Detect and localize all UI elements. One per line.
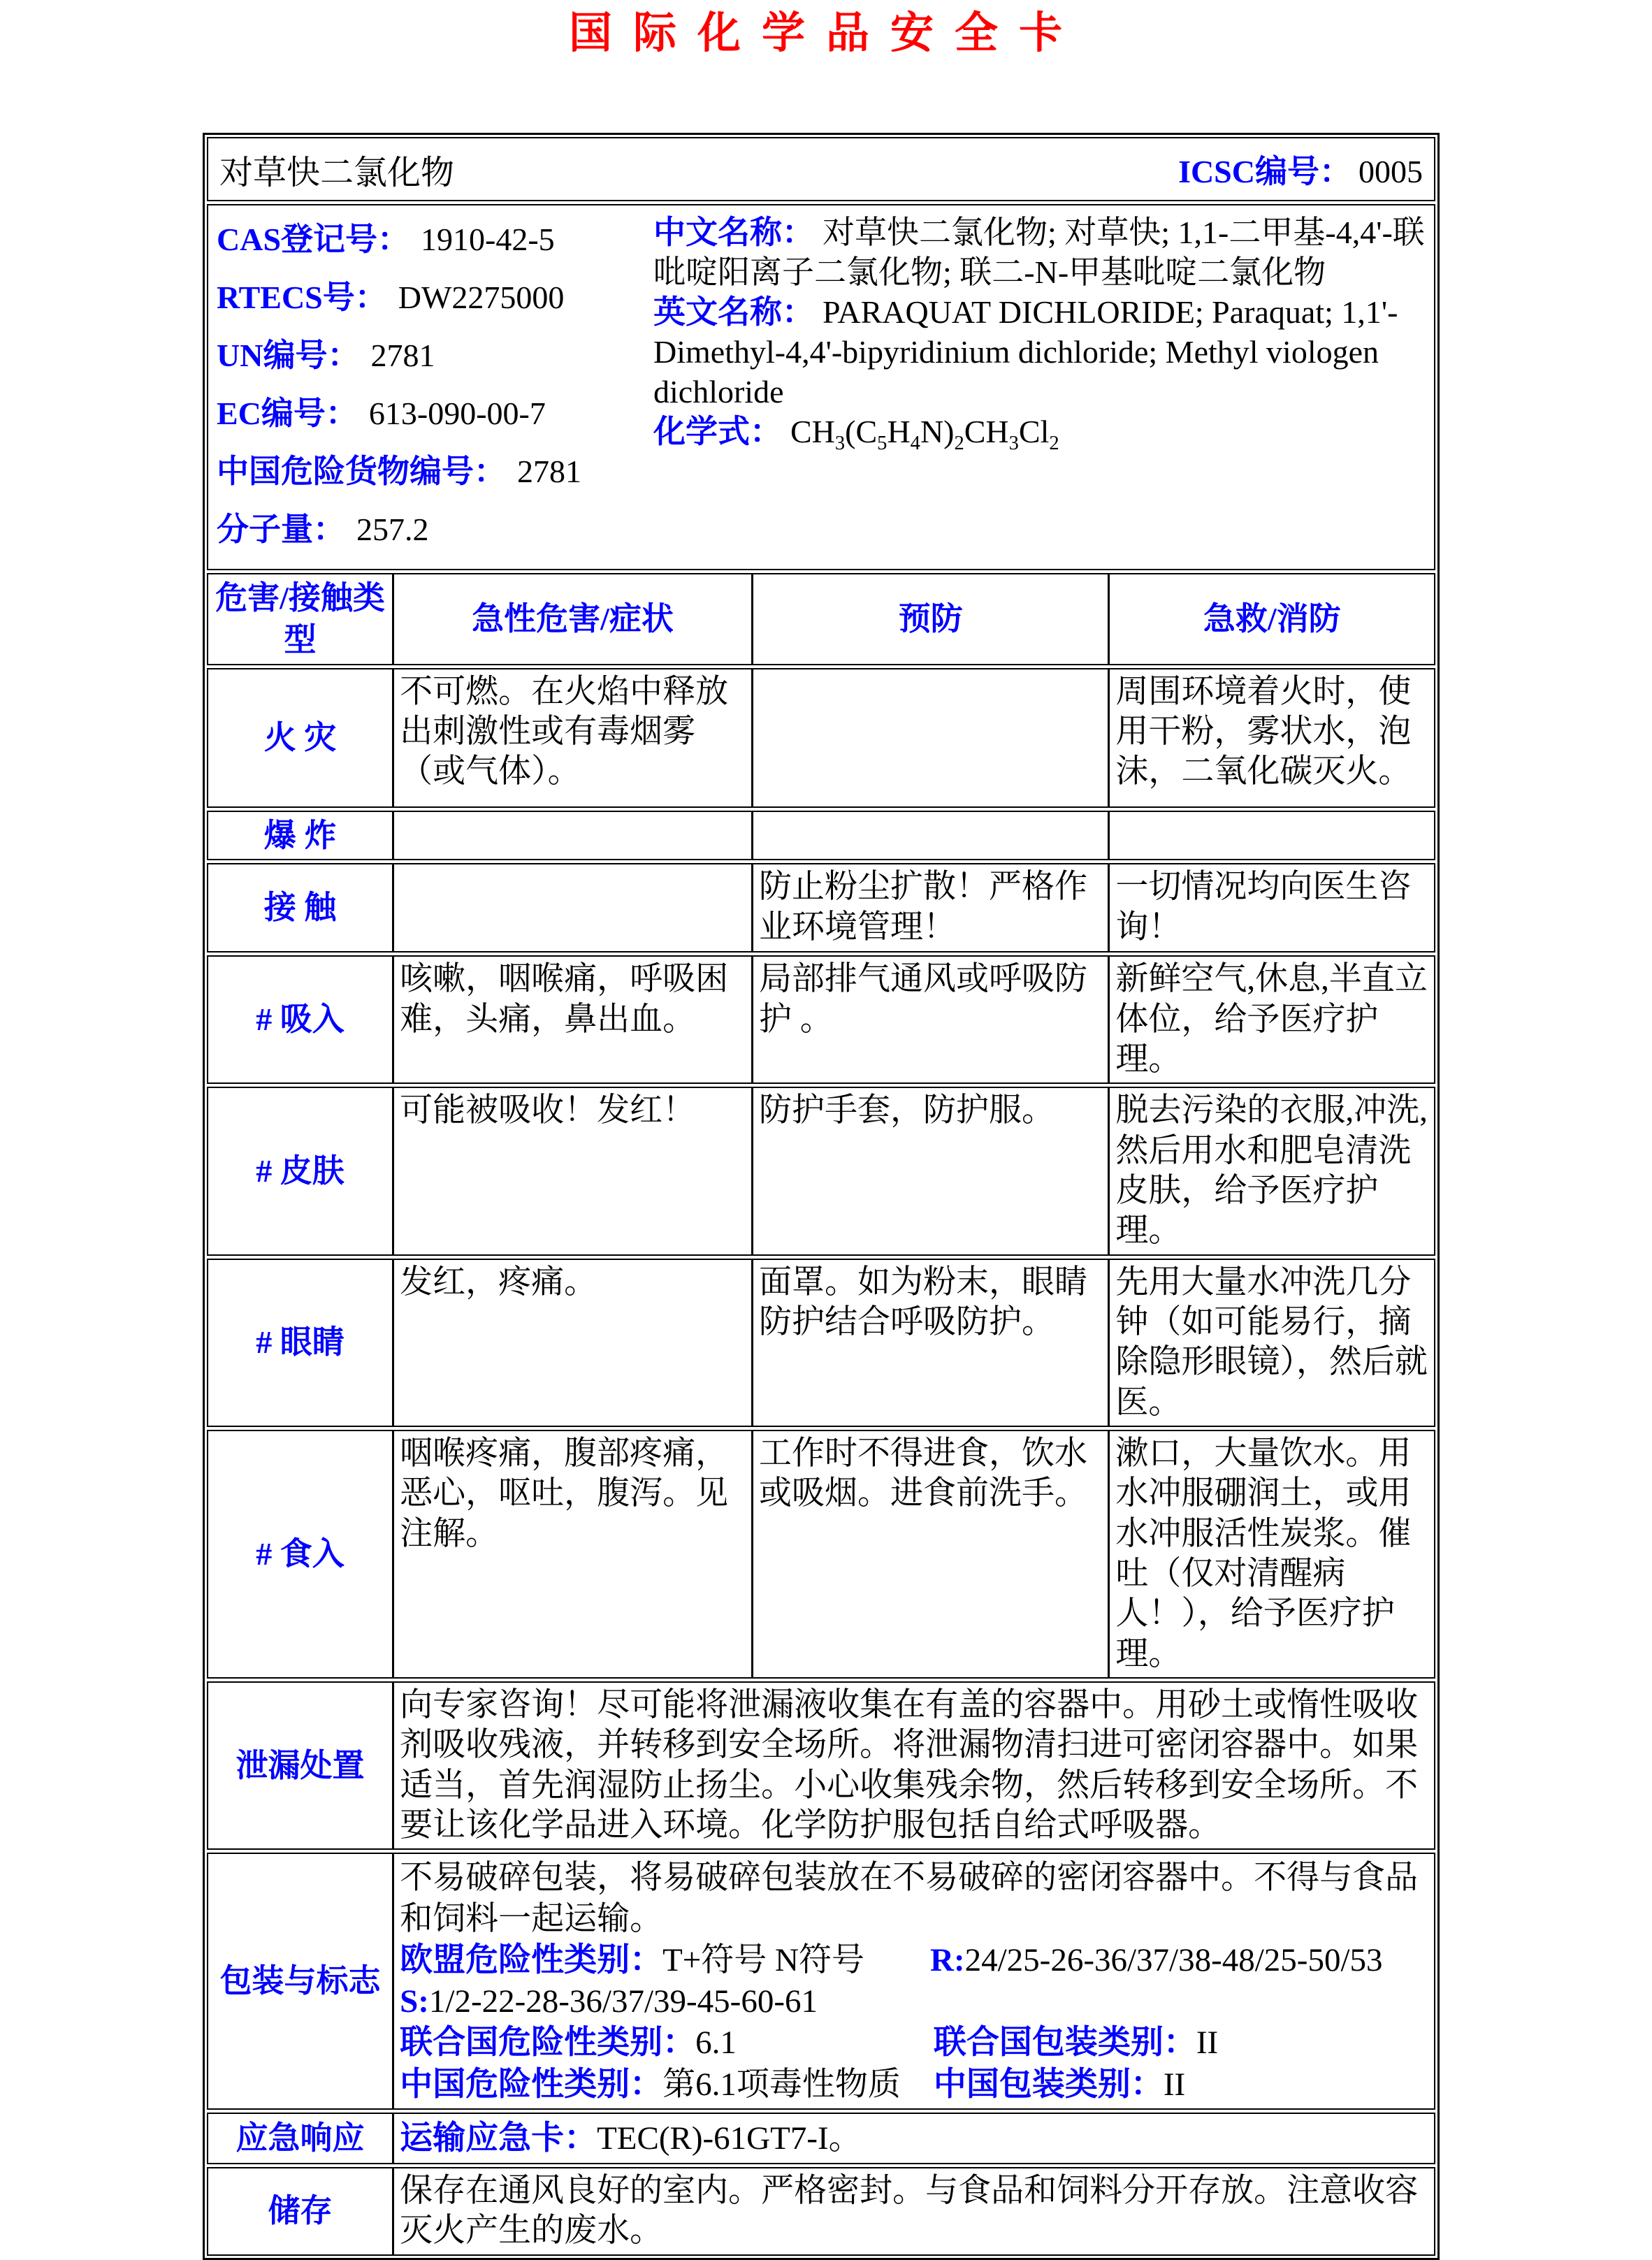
row-eyes-firstaid: 先用大量水冲洗几分钟（如可能易行，摘除隐形眼镜），然后就医。 xyxy=(1108,1260,1434,1426)
row-eyes-prevention: 面罩。如为粉末，眼睛防护结合呼吸防护。 xyxy=(751,1260,1108,1426)
row-eyes xyxy=(207,1259,1435,1427)
row-skin-firstaid: 脱去污染的衣服,冲洗,然后用水和肥皂清洗皮肤，给予医疗护理。 xyxy=(1108,1088,1434,1254)
row-spillage-label: 泄漏处置 xyxy=(236,1747,365,1783)
row-exposure-symptoms xyxy=(392,864,751,951)
row-spillage xyxy=(207,1681,1435,1850)
row-exposure-firstaid: 一切情况均向医生咨询！ xyxy=(1108,864,1434,951)
row-packaging-label: 包装与标志 xyxy=(219,1963,381,1999)
packaging-line-transport: 不易破碎包装，将易破碎包装放在不易破碎的密闭容器中。不得与食品和饲料一起运输。 xyxy=(400,1860,1419,1937)
chemical-name: 对草快二氯化物 xyxy=(219,154,455,191)
row-inhalation-prevention: 局部排气通风或呼吸防护 。 xyxy=(751,957,1108,1082)
icsc-number-label: ICSC编号： xyxy=(1178,154,1352,189)
col-header-symptoms: 急性危害/症状 xyxy=(392,574,751,664)
card-title-bar xyxy=(207,137,1435,201)
row-skin-label: # 皮肤 xyxy=(256,1153,345,1189)
col-header-hazard-type: 危害/接触类型 xyxy=(215,580,385,658)
row-inhalation-symptoms: 咳嗽，咽喉痛，呼吸困难，头痛，鼻出血。 xyxy=(392,957,751,1082)
row-storage-label: 储存 xyxy=(268,2193,333,2229)
identifier-cas: CAS登记号： 1910-42-5 xyxy=(217,222,555,257)
english-names: 英文名称： PARAQUAT DICHLORIDE; Paraquat; 1,1'-Dimethyl-4,4'-bipyridinium dichloride; Methyl viologen dichloride xyxy=(653,294,1398,410)
icsc-number-value: 0005 xyxy=(1358,154,1423,189)
names-block xyxy=(653,212,1428,562)
row-eyes-label: # 眼睛 xyxy=(256,1324,345,1361)
row-fire-label: 火 灾 xyxy=(263,719,337,755)
row-emergency-label: 应急响应 xyxy=(236,2120,365,2156)
row-inhalation xyxy=(207,955,1435,1084)
icsc-number-group xyxy=(1178,146,1423,192)
icsc-card xyxy=(203,133,1440,2260)
row-explosion-firstaid xyxy=(1108,812,1434,860)
col-header-prevention: 预防 xyxy=(751,574,1108,664)
row-exposure xyxy=(207,863,1435,952)
row-packaging-content xyxy=(392,1854,1434,2108)
row-fire xyxy=(207,668,1435,808)
row-ingestion xyxy=(207,1430,1435,1679)
row-exposure-prevention: 防止粉尘扩散！严格作业环境管理！ xyxy=(751,864,1108,951)
row-packaging xyxy=(207,1853,1435,2110)
chinese-names: 中文名称： 对草快二氯化物; 对草快; 1,1-二甲基-4,4'-联吡啶阳离子二氯化物; 联二-N-甲基吡啶二氯化物 xyxy=(653,215,1425,291)
identifier-china-dg: 中国危险货物编号： 2781 xyxy=(217,454,581,489)
row-emergency-content xyxy=(392,2114,1434,2163)
row-explosion-label: 爆 炸 xyxy=(263,817,337,853)
row-skin xyxy=(207,1087,1435,1255)
row-storage xyxy=(207,2167,1435,2256)
row-explosion-symptoms xyxy=(392,812,751,860)
row-ingestion-label: # 食入 xyxy=(256,1536,345,1572)
row-fire-firstaid: 周围环境着火时，使用干粉，雾状水，泡沫，二氧化碳灭火。 xyxy=(1108,669,1434,806)
page-title: 国际化学品安全卡 xyxy=(568,10,1083,57)
row-skin-symptoms: 可能被吸收！发红！ xyxy=(392,1088,751,1254)
row-fire-prevention xyxy=(751,669,1108,806)
row-inhalation-firstaid: 新鲜空气,休息,半直立体位，给予医疗护理。 xyxy=(1108,957,1434,1082)
packaging-line-china-class: 中国危险性类别：第6.1项毒性物质 中国包装类别：II xyxy=(400,2066,1186,2103)
identifier-list xyxy=(217,212,653,562)
identifier-un: UN编号： 2781 xyxy=(217,338,435,373)
emergency-transport-card: 运输应急卡：TEC(R)-61GT7-I。 xyxy=(400,2120,862,2157)
packaging-line-un-class: 联合国危险性类别：6.1 联合国包装类别：II xyxy=(400,2024,1219,2062)
row-skin-prevention: 防护手套，防护服。 xyxy=(751,1088,1108,1254)
row-ingestion-prevention: 工作时不得进食，饮水或吸烟。进食前洗手。 xyxy=(751,1431,1108,1677)
row-explosion xyxy=(207,811,1435,861)
row-inhalation-label: # 吸入 xyxy=(256,1001,345,1038)
row-ingestion-symptoms: 咽喉疼痛，腹部疼痛，恶心，呕吐，腹泻。见注解。 xyxy=(392,1431,751,1677)
identifier-rtecs: RTECS号： DW2275000 xyxy=(217,280,565,315)
row-eyes-symptoms: 发红，疼痛。 xyxy=(392,1260,751,1426)
col-header-firstaid: 急救/消防 xyxy=(1108,574,1434,664)
chemical-formula: 化学式： $CH_3(C_5H_4N)_2CH_3Cl_2$ xyxy=(653,414,1059,455)
row-fire-symptoms: 不可燃。在火焰中释放出刺激性或有毒烟雾（或气体）。 xyxy=(392,669,751,806)
identifier-ec: EC编号： 613-090-00-7 xyxy=(217,396,546,431)
row-storage-content: 保存在通风良好的室内。严格密封。与食品和饲料分开存放。注意收容灭火产生的废水。 xyxy=(392,2168,1434,2254)
identifiers-section xyxy=(207,204,1435,570)
row-emergency-response xyxy=(207,2113,1435,2164)
row-explosion-prevention xyxy=(751,812,1108,860)
row-ingestion-firstaid: 漱口，大量饮水。用水冲服硼润土，或用水冲服活性炭浆。催吐（仅对清醒病人！），给予医疗护理。 xyxy=(1108,1431,1434,1677)
packaging-line-eu-class: 欧盟危险性类别：T+符号 N符号 R:24/25-26-36/37/38-48/25-50/53 xyxy=(400,1941,1383,1978)
packaging-line-s-phrases: S:1/2-22-28-36/37/39-45-60-61 xyxy=(400,1983,818,2020)
row-spillage-content: 向专家咨询！尽可能将泄漏液收集在有盖的容器中。用砂土或惰性吸收剂吸收残液，并转移到安全场所。将泄漏物清扫进可密闭容器中。如果适当，首先润湿防止扬尘。小心收集残余物，然后转移到安全场所。不要让该化学品进入环境。化学防护服包括自给式呼吸器。 xyxy=(392,1683,1434,1848)
identifier-molweight: 分子量： 257.2 xyxy=(217,512,429,547)
hazard-table-header xyxy=(207,573,1435,665)
row-exposure-label: 接 触 xyxy=(263,890,337,926)
